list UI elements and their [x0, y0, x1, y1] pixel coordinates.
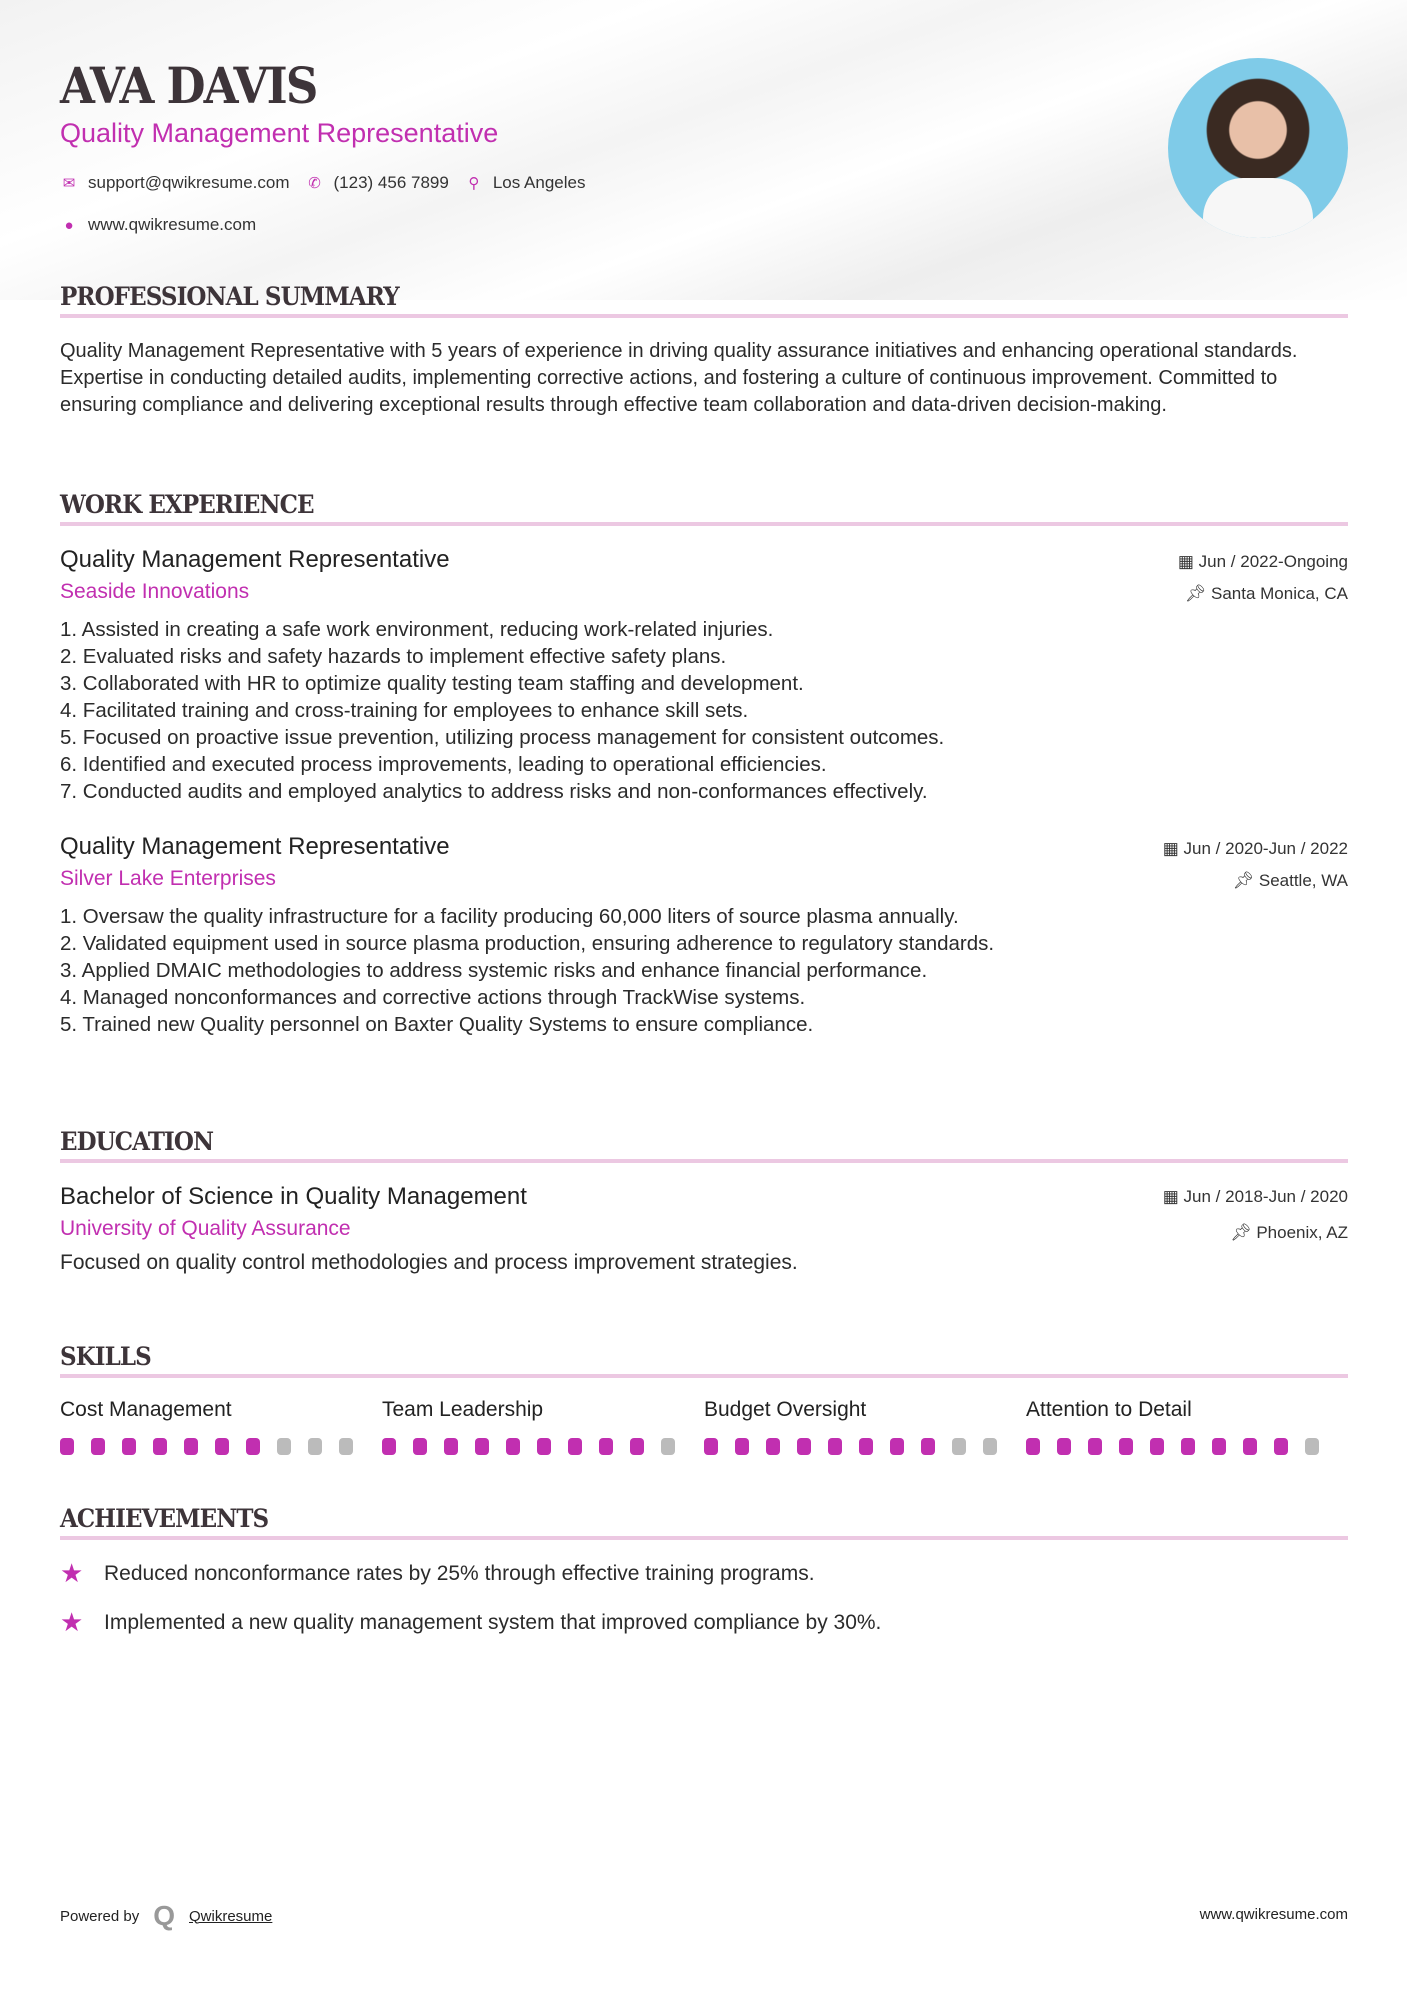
skill-rating: [704, 1438, 1026, 1455]
bullet: 1. Oversaw the quality infrastructure for a facility producing 60,000 liters of source plasma annually.: [60, 905, 959, 928]
bullet: 5. Focused on proactive issue prevention, utilizing process management for consistent outcomes.: [60, 726, 945, 749]
bullet: 2. Evaluated risks and safety hazards to implement effective safety plans.: [60, 645, 727, 668]
contact-row: [60, 173, 585, 193]
rating-dot-filled: [1212, 1438, 1226, 1455]
education-dates: ▦ Jun / 2018-Jun / 2020: [1162, 1187, 1348, 1206]
rating-dot-filled: [475, 1438, 489, 1455]
education-entry: [60, 1183, 1348, 1275]
bullet: 5. Trained new Quality personnel on Baxter Quality Systems to ensure compliance.: [60, 1013, 814, 1036]
skill-rating: [1026, 1438, 1348, 1455]
phone-icon: ✆: [308, 175, 321, 192]
school-name: University of Quality Assurance: [60, 1217, 351, 1240]
degree: Bachelor of Science in Quality Management: [60, 1183, 527, 1210]
job-dates: ▦ Jun / 2020-Jun / 2022: [1162, 839, 1348, 858]
rating-dot-empty: [661, 1438, 675, 1455]
section-heading: SKILLS: [60, 1342, 151, 1371]
experience-section: [60, 490, 1348, 1038]
skill-item: [1026, 1398, 1348, 1455]
rating-dot-filled: [382, 1438, 396, 1455]
education-section: [60, 1127, 1348, 1275]
pin-icon: 📌︎: [1230, 1223, 1257, 1242]
achievement-item: ★ Implemented a new quality management system that improved compliance by 30%.: [60, 1607, 882, 1637]
phone: (123) 456 7899: [333, 173, 449, 192]
skill-name: Attention to Detail: [1026, 1398, 1192, 1421]
map-pin-icon: ⚲: [468, 175, 480, 192]
job-bullets: [60, 616, 1348, 805]
bullet: 4. Facilitated training and cross-training for employees to enhance skill sets.: [60, 699, 749, 722]
skills-section: [60, 1342, 1348, 1455]
skill-name: Team Leadership: [382, 1398, 544, 1421]
calendar-icon: ▦: [1177, 552, 1199, 571]
summary-section: [60, 282, 1348, 419]
rating-dot-filled: [828, 1438, 842, 1455]
rating-dot-filled: [215, 1438, 229, 1455]
job-dates: ▦ Jun / 2022-Ongoing: [1177, 552, 1348, 571]
skill-rating: [60, 1438, 382, 1455]
rating-dot-filled: [413, 1438, 427, 1455]
skill-item: [60, 1398, 382, 1455]
bullet: 6. Identified and executed process improvements, leading to operational efficiencies.: [60, 753, 827, 776]
achievement-item: ★ Reduced nonconformance rates by 25% through effective training programs.: [60, 1558, 815, 1588]
job-entry: [60, 546, 1348, 805]
rating-dot-empty: [1305, 1438, 1319, 1455]
rating-dot-empty: [308, 1438, 322, 1455]
skill-name: Cost Management: [60, 1398, 232, 1421]
rating-dot-filled: [1119, 1438, 1133, 1455]
bullet: 3. Applied DMAIC methodologies to address systemic risks and enhance financial performance.: [60, 959, 928, 982]
rating-dot-empty: [983, 1438, 997, 1455]
rating-dot-filled: [599, 1438, 613, 1455]
rating-dot-filled: [1026, 1438, 1040, 1455]
footer-website[interactable]: www.qwikresume.com: [1199, 1906, 1348, 1923]
bullet: 3. Collaborated with HR to optimize quality testing team staffing and development.: [60, 672, 804, 695]
candidate-name: AVA DAVIS: [60, 56, 317, 115]
bullet: 2. Validated equipment used in source plasma production, ensuring adherence to regulatory standards.: [60, 932, 995, 955]
skill-rating: [382, 1438, 704, 1455]
skills-list: [60, 1398, 1348, 1455]
education-location: 📌︎ Phoenix, AZ: [1230, 1223, 1348, 1242]
rating-dot-filled: [1150, 1438, 1164, 1455]
star-icon: ★: [60, 1558, 84, 1588]
rating-dot-filled: [1274, 1438, 1288, 1455]
calendar-icon: ▦: [1162, 1187, 1184, 1206]
education-description: Focused on quality control methodologies and process improvement strategies.: [60, 1251, 798, 1274]
location: Los Angeles: [492, 173, 586, 192]
rating-dot-empty: [277, 1438, 291, 1455]
section-heading: PROFESSIONAL SUMMARY: [60, 282, 399, 311]
bullet: 4. Managed nonconformances and corrective actions through TrackWise systems.: [60, 986, 806, 1009]
rating-dot-filled: [122, 1438, 136, 1455]
rating-dot-filled: [735, 1438, 749, 1455]
bullet: 1. Assisted in creating a safe work environment, reducing work-related injuries.: [60, 618, 774, 641]
skill-item: [704, 1398, 1026, 1455]
skill-name: Budget Oversight: [704, 1398, 867, 1421]
skill-item: [382, 1398, 704, 1455]
email[interactable]: support@qwikresume.com: [88, 173, 290, 192]
rating-dot-filled: [1181, 1438, 1195, 1455]
brand-link[interactable]: Qwikresume: [189, 1907, 273, 1925]
achievements-section: [60, 1504, 1348, 1656]
rating-dot-filled: [506, 1438, 520, 1455]
rating-dot-filled: [184, 1438, 198, 1455]
globe-icon: ●: [64, 216, 74, 234]
website-row: [60, 215, 256, 235]
job-location: 📌︎ Seattle, WA: [1232, 871, 1348, 890]
powered-by-label: Powered by: [60, 1907, 140, 1925]
rating-dot-filled: [91, 1438, 105, 1455]
pin-icon: 📌︎: [1232, 871, 1259, 890]
section-heading: ACHIEVEMENTS: [60, 1504, 269, 1533]
rating-dot-filled: [568, 1438, 582, 1455]
qwikresume-logo-icon: Q: [153, 1900, 175, 1931]
website[interactable]: www.qwikresume.com: [88, 215, 257, 234]
job-entry: [60, 833, 1348, 1038]
rating-dot-filled: [859, 1438, 873, 1455]
rating-dot-filled: [766, 1438, 780, 1455]
calendar-icon: ▦: [1162, 839, 1184, 858]
rating-dot-filled: [1088, 1438, 1102, 1455]
rating-dot-filled: [797, 1438, 811, 1455]
rating-dot-filled: [1057, 1438, 1071, 1455]
section-heading: WORK EXPERIENCE: [60, 490, 314, 519]
rating-dot-filled: [921, 1438, 935, 1455]
star-icon: ★: [60, 1607, 84, 1637]
section-heading: EDUCATION: [60, 1127, 214, 1156]
footer-left: [60, 1900, 272, 1932]
pin-icon: 📌︎: [1184, 584, 1211, 603]
profile-photo: [1168, 58, 1348, 238]
candidate-title: Quality Management Representative: [60, 118, 499, 148]
rating-dot-empty: [952, 1438, 966, 1455]
company-name: Seaside Innovations: [60, 580, 250, 603]
rating-dot-empty: [339, 1438, 353, 1455]
job-title: Quality Management Representative: [60, 546, 450, 573]
rating-dot-filled: [444, 1438, 458, 1455]
rating-dot-filled: [890, 1438, 904, 1455]
rating-dot-filled: [630, 1438, 644, 1455]
company-name: Silver Lake Enterprises: [60, 867, 276, 890]
rating-dot-filled: [704, 1438, 718, 1455]
bullet: 7. Conducted audits and employed analytics to address risks and non-conformances effectively.: [60, 780, 928, 803]
rating-dot-filled: [153, 1438, 167, 1455]
rating-dot-filled: [1243, 1438, 1257, 1455]
job-title: Quality Management Representative: [60, 833, 450, 860]
envelope-icon: ✉: [62, 175, 76, 192]
rating-dot-filled: [60, 1438, 74, 1455]
job-location: 📌︎ Santa Monica, CA: [1184, 584, 1348, 603]
summary-text: Quality Management Representative with 5 years of experience in driving quality assurance initiatives and enhancing operational standards. Expertise in conducting detailed audits, implementing corrective actions, and fostering a culture of continuous improvement. Committed to ensuring compliance and delivering exceptional results through effective team collaboration and data-driven decision-making.: [60, 340, 1298, 416]
rating-dot-filled: [537, 1438, 551, 1455]
rating-dot-filled: [246, 1438, 260, 1455]
job-bullets: [60, 903, 1348, 1038]
